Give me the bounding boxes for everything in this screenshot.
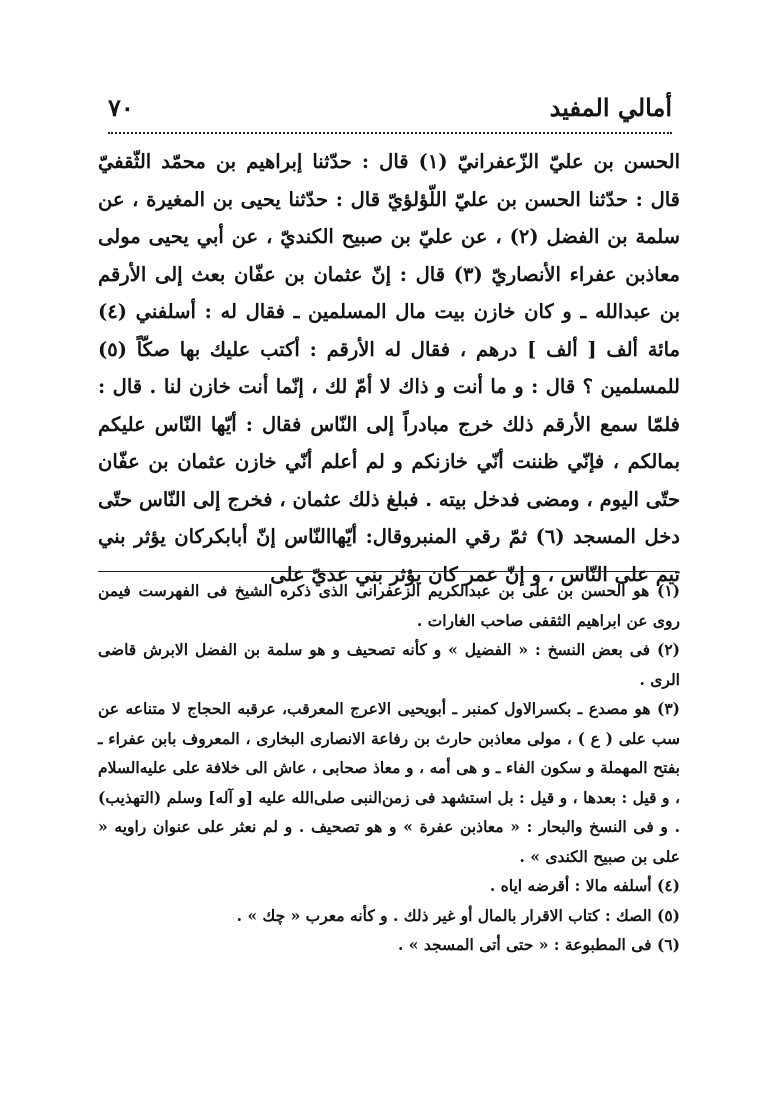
footnote-3: (٣) هو مصدع ـ بكسرالاول كمنبر ـ أبويحيى الاعرج المعرقب، عرقبه الحجاج لا متناعه عن سب على ( ع ) ، مولى معاذبن حارث بن رفاعة الانصارى البخارى ، المعروف بابن عفراء ـ بفتح المهملة و سكون الفاء ـ و هى أمه ، و معاذ صحابى ، عاش الى خلافة على عليه‌السلام ، و قيل : بعدها ، و قيل : بل استشهد فى زمن‌النبى صلى‌الله عليه [و آله] وسلم (التهذيب) . و فى النسخ والبحار : « معاذبن عفرة » و هو تصحيف . و لم نعثر على عنوان راويه « على بن صبيح الكندى » . <box>98 699 680 866</box>
footnote-separator <box>98 571 678 572</box>
book-title: أمالي المفيد <box>549 93 672 122</box>
footnote-2: (٢) فى بعض النسخ : « الفضيل » و كأنه تصحيف و هو سلمة بن الفضل الابرش قاضى الرى . <box>98 640 680 689</box>
main-paragraph: الحسن بن عليّ الزّعفرانيّ (١) قال : حدّثنا إبراهيم بن محمّد الثّقفيّ قال : حدّثنا الحسن بن عليّ اللّؤلؤيّ قال : حدّثنا يحيى بن المغيرة ، عن سلمة بن الفضل (٢) ، عن عليّ بن صبيح الكنديّ ، عن أبي يحيى مولى معاذبن عفراء الأنصاريّ (٣) قال : إنّ عثمان بن عفّان بعث إلى الأرقم بن عبدالله ـ و كان خازن بيت مال المسلمين ـ فقال له : أسلفني (٤) مائة ألف [ ألف ] درهم ، فقال له الأرقم : أكتب عليك بها صكّاً (٥) للمسلمين ؟ قال : و ما أنت و ذاك لا أمّ لك ، إنّما أنت خازن لنا . قال : فلمّا سمع الأرقم ذلك خرج مبادراً إلى النّاس فقال : أيّها النّاس عليكم بمالكم ، فإنّي ظننت أنّي خازنكم و لم أعلم أنّي خازن عثمان بن عفّان حتّى اليوم ، ومضى فدخل بيته . فبلغ ذلك عثمان ، فخرج إلى النّاس حتّى دخل المسجد (٦) ثمّ رقي المنبروقال: أيّهاالنّاس إنّ أبابكركان يؤثر بني تيم على النّاس ، و إنّ عمر كان يؤثر بني عديّ على <box>98 150 680 586</box>
main-text <box>98 143 680 586</box>
footnote-5: (٥) الصك : كتاب الاقرار بالمال أو غير ذلك . و كأنه معرب « چك » . <box>236 905 680 925</box>
footnote-6: (٦) فى المطبوعة : « حتى أتى المسجد » . <box>397 935 680 954</box>
page-header <box>108 92 672 126</box>
footnotes <box>98 576 680 1036</box>
header-dotted-rule <box>108 132 672 134</box>
footnote-4: (٤) أسلفه مالا : أقرضه اياه . <box>489 876 680 895</box>
footnote-1: (١) هو الحسن بن على بن عبدالكريم الزعفرانى الذى ذكره الشيخ فى الفهرست فيمن روى عن ابراهيم الثقفى صاحب الغارات . <box>98 581 680 630</box>
page-number: ٧٠ <box>108 93 134 122</box>
